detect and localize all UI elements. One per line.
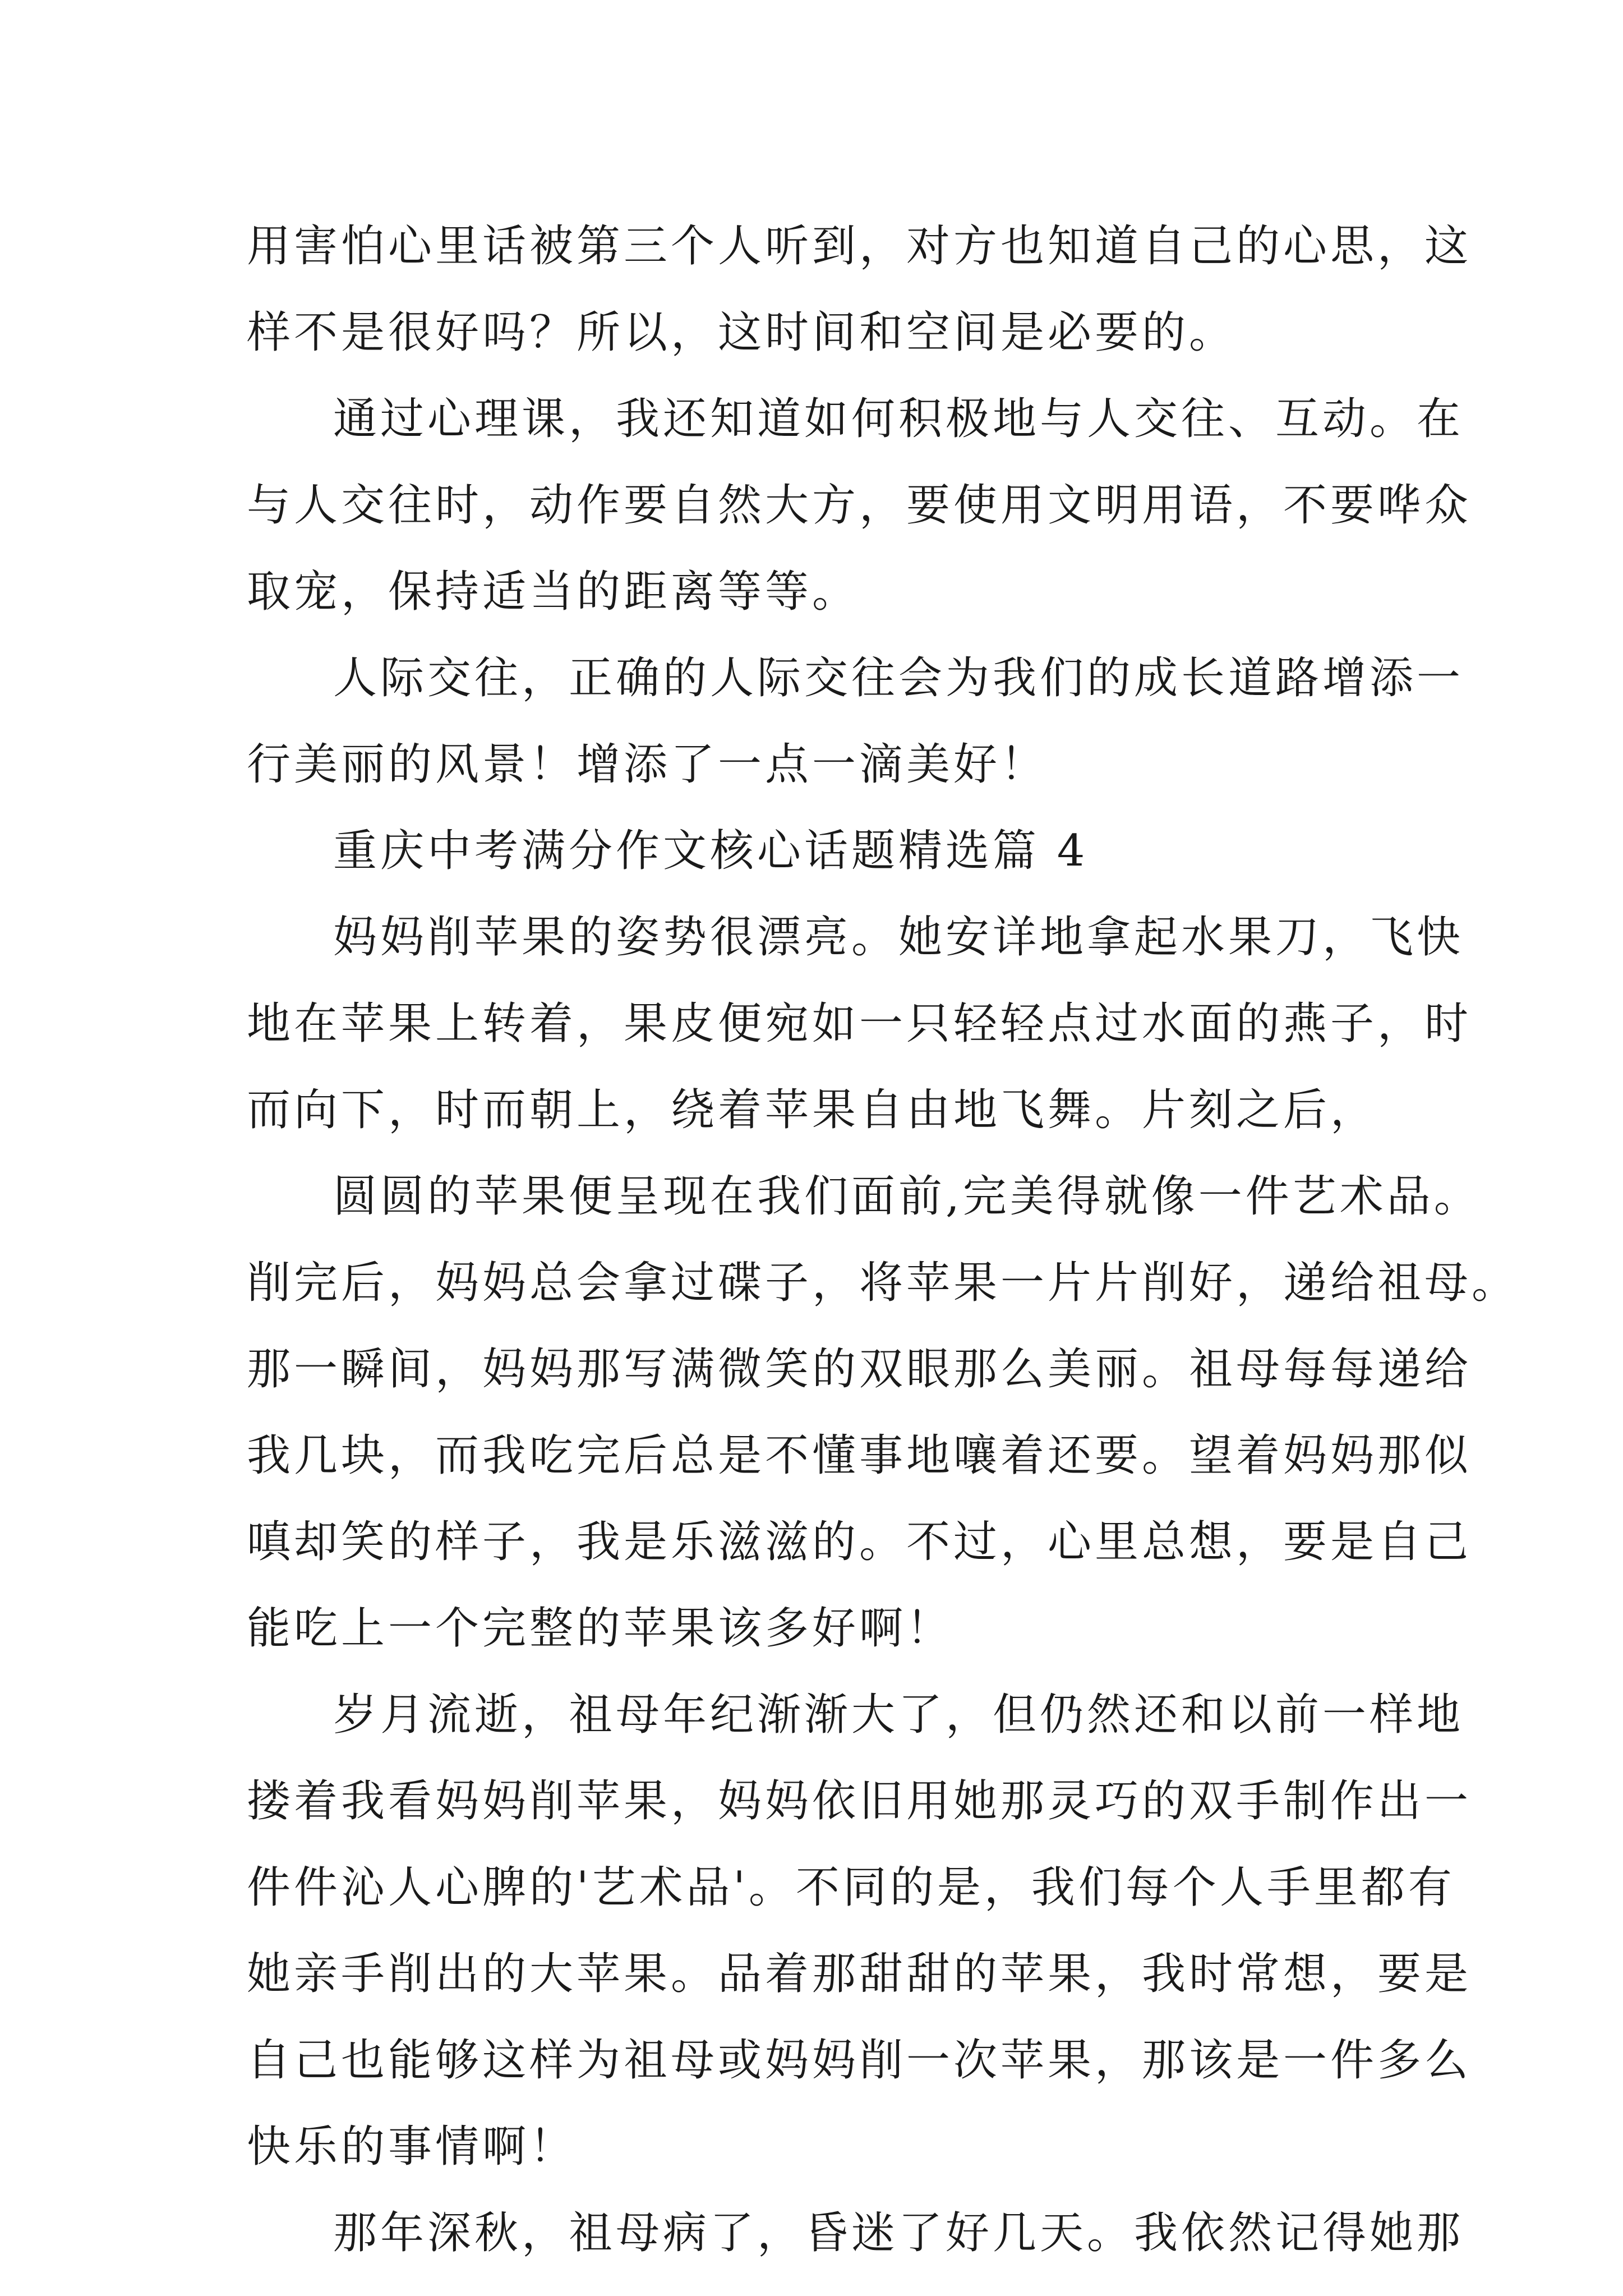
text-line: 她亲手削出的大苹果。品着那甜甜的苹果，我时常想，要是 [247, 1949, 1472, 1999]
text-line: 削完后，妈妈总会拿过碟子，将苹果一片片削好，递给祖母。 [247, 1258, 1519, 1308]
paragraph-first-line: 圆圆的苹果便呈现在我们面前,完美得就像一件艺术品。 [333, 1171, 1481, 1222]
paragraph-first-line: 岁月流逝，祖母年纪渐渐大了，但仍然还和以前一样地 [333, 1690, 1464, 1740]
text-line: 件件沁人心脾的'艺术品'。不同的是，我们每个人手里都有 [247, 1862, 1455, 1913]
paragraph-first-line: 重庆中考满分作文核心话题精选篇 4 [333, 826, 1089, 876]
text-line: 用害怕心里话被第三个人听到，对方也知道自己的心思，这 [247, 221, 1472, 272]
text-line: 取宠，保持适当的距离等等。 [247, 567, 860, 617]
paragraph-first-line: 妈妈削苹果的姿势很漂亮。她安详地拿起水果刀，飞快 [333, 912, 1464, 963]
paragraph-first-line: 通过心理课，我还知道如何积极地与人交往、互动。在 [333, 394, 1464, 444]
text-line: 样不是很好吗？所以，这时间和空间是必要的。 [247, 307, 1237, 358]
text-line: 与人交往时，动作要自然大方，要使用文明用语，不要哗众 [247, 480, 1472, 531]
text-line: 地在苹果上转着，果皮便宛如一只轻轻点过水面的燕子，时 [247, 999, 1472, 1049]
text-line: 行美丽的风景！增添了一点一滴美好！ [247, 739, 1048, 790]
text-line: 快乐的事情啊！ [247, 2122, 577, 2172]
text-line: 能吃上一个完整的苹果该多好啊！ [247, 1603, 954, 1654]
body-text [247, 203, 1519, 2276]
text-line: 自己也能够这样为祖母或妈妈削一次苹果，那该是一件多么 [247, 2035, 1472, 2086]
text-line: 那一瞬间，妈妈那写满微笑的双眼那么美丽。祖母每每递给 [247, 1344, 1472, 1395]
paragraph-first-line: 那年深秋，祖母病了，昏迷了好几天。我依然记得她那 [333, 2208, 1464, 2258]
text-line: 而向下，时而朝上，绕着苹果自由地飞舞。片刻之后， [247, 1085, 1378, 1135]
text-line: 嗔却笑的样子，我是乐滋滋的。不过，心里总想，要是自己 [247, 1517, 1472, 1567]
paragraph-first-line: 人际交往，正确的人际交往会为我们的成长道路增添一 [333, 653, 1464, 703]
text-line: 我几块，而我吃完后总是不懂事地嚷着还要。望着妈妈那似 [247, 1430, 1472, 1481]
text-line: 搂着我看妈妈削苹果，妈妈依旧用她那灵巧的双手制作出一 [247, 1776, 1472, 1826]
